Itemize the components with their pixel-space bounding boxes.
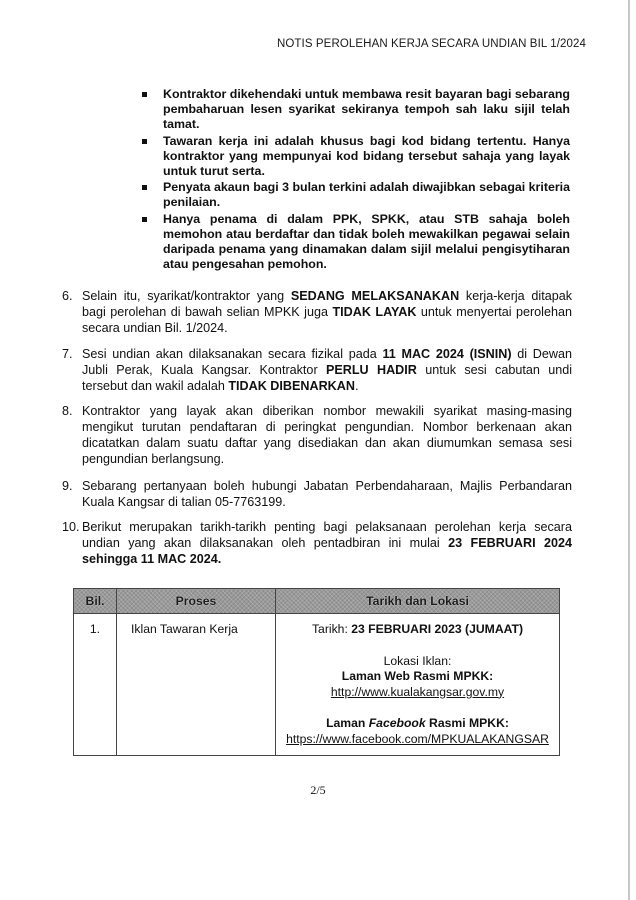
paragraph-number: 6. xyxy=(62,289,73,303)
table-row xyxy=(74,614,560,756)
facebook-link[interactable]: https://www.facebook.com/MPKUALAKANGSAR xyxy=(286,731,549,746)
header-proses: Proses xyxy=(117,589,276,614)
paragraph-number: 7. xyxy=(62,347,73,361)
header-bil: Bil. xyxy=(74,589,117,614)
scan-edge xyxy=(628,0,630,900)
paragraph-7: 7. Sesi undian akan dilaksanakan secara fizikal pada 11 MAC 2024 (ISNIN) di Dewan Jubli Perak, Kuala Kangsar. Kontraktor PERLU HADIR untuk sesi cabutan undi tersebut dan wakil adalah TIDAK DIBENARKAN. xyxy=(62,347,573,393)
bullet-square-icon xyxy=(142,139,147,144)
paragraph-8: 8. Kontraktor yang layak akan diberikan nombor mewakili syarikat masing-masing mengikut turutan pendaftaran di peringkat pengundian. Nombor berkenaan akan dicatatkan dalam suatu daftar yang disediakan dan akan diumumkan semasa sesi pengundian berlangsung. xyxy=(62,404,572,466)
web-link[interactable]: http://www.kualakangsar.gov.my xyxy=(330,684,505,699)
page-header: NOTIS PEROLEHAN KERJA SECARA UNDIAN BIL 1/2024 xyxy=(276,38,586,50)
list-item: Penyata akaun bagi 3 bulan terkini adalah diwajibkan sebagai kriteria penilaian. xyxy=(142,180,570,210)
lokasi-label: Lokasi Iklan: xyxy=(383,653,452,668)
schedule-table xyxy=(73,588,560,756)
bullet-square-icon xyxy=(142,217,147,222)
list-item: Hanya penama di dalam PPK, SPKK, atau STB sahaja boleh memohon atau berdaftar dan tidak boleh mewakilkan pegawai selain daripada penama yang dinamakan dalam sijil melalui pengisytiharan atau pengesahan pemohon. xyxy=(142,212,570,273)
row-tarikh-lokasi xyxy=(276,614,559,755)
requirements-list xyxy=(142,87,570,273)
paragraph-number: 8. xyxy=(62,404,73,418)
facebook-title: Laman Facebook Rasmi MPKK: xyxy=(326,716,509,730)
bullet-square-icon xyxy=(142,92,147,97)
list-item: Tawaran kerja ini adalah khusus bagi kod bidang tertentu. Hanya kontraktor yang mempunyai kod bidang tersebut sahaja yang layak untuk turut serta. xyxy=(142,134,570,180)
paragraph-6: 6. Selain itu, syarikat/kontraktor yang SEDANG MELAKSANAKAN kerja-kerja ditapak bagi perolehan di bawah selian MPKK juga TIDAK LAYAK untuk menyertai perolehan secara undian Bil. 1/2024. xyxy=(62,289,573,335)
bullet-square-icon xyxy=(142,185,147,190)
list-item: Kontraktor dikehendaki untuk membawa resit bayaran bagi sebarang pembaharuan lesen syarikat sekiranya tempoh sah laku sijil telah tamat. xyxy=(142,87,570,133)
tarikh-line: Tarikh: 23 FEBRUARI 2023 (JUMAAT) xyxy=(311,622,524,636)
paragraph-number: 10. xyxy=(62,520,80,534)
page-number: 2/5 xyxy=(310,783,326,797)
web-title: Laman Web Rasmi MPKK: xyxy=(341,669,494,683)
paragraph-10: 10. Berikut merupakan tarikh-tarikh penting bagi pelaksanaan perolehan kerja secara undian yang akan dilaksanakan oleh pentadbiran ini mulai 23 FEBRUARI 2024 sehingga 11 MAC 2024. xyxy=(62,520,572,566)
row-number: 1. xyxy=(89,622,101,636)
paragraph-number: 9. xyxy=(62,479,73,493)
row-proses: Iklan Tawaran Kerja xyxy=(131,622,238,636)
table-header-row xyxy=(74,589,560,614)
header-tarikh-lokasi: Tarikh dan Lokasi xyxy=(276,589,560,614)
paragraph-9: 9. Sebarang pertanyaan boleh hubungi Jabatan Perbendaharaan, Majlis Perbandaran Kuala Kangsar di talian 05-7763199. xyxy=(62,479,572,509)
